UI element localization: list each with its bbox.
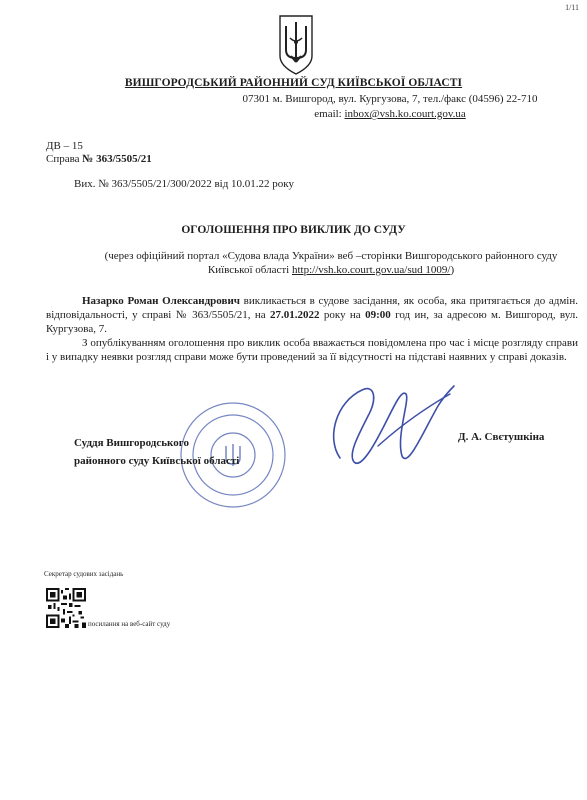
summons-text-b: року на [319,309,366,321]
email-label: email: [314,108,342,120]
trident-emblem-icon [276,12,316,76]
paragraph-summons [46,294,578,336]
paragraph-consequences: З опублікуванням оголошення про виклик особа вважається повідомлена про час і місце розгляду справи і у випадку неявки розгляд справи може бути проведений за її відсутності на підставі наявних у справі доказів. [46,337,578,363]
judge-title [74,434,239,470]
notice-body [46,294,578,364]
person-name: Назарко Роман Олександрович [82,295,241,307]
judge-title-line1: Суддя Вишгородського [74,437,189,449]
page-number: 1/11 [565,3,579,12]
secretary-label: Секретар судових засідань [44,570,124,578]
outgoing-number: Вих. № 363/5505/21/300/2022 від 10.01.22 року [74,178,294,190]
court-address: 07301 м. Вишгород, вул. Кургузова, 7, тел./факс (04596) 22-710 [242,93,538,105]
document-code: ДВ – 15 [46,140,83,152]
portal-note [86,249,576,277]
portal-text: (через офіційний портал «Судова влада України» веб –сторінки Вишгородського районного суду Київської області [104,250,558,276]
judge-title-line2: районного суду Київської області [74,455,240,467]
portal-url-link[interactable]: http://vsh.ko.court.gov.ua/sud 1009/ [291,264,451,276]
hearing-time: 09:00 [365,309,391,321]
hearing-date: 27.01.2022 [270,309,320,321]
qr-code-icon[interactable] [46,588,86,628]
summons-text-c: год ин, за адресою м. Вишгород, вул. Кургузова, 7. [46,309,578,335]
court-name: ВИШГОРОДСЬКИЙ РАЙОННИЙ СУД КИЇВСЬКОЇ ОБЛАСТІ [124,77,463,89]
email-link[interactable]: inbox@vsh.ko.court.gov.ua [344,108,466,120]
judge-name: Д. А. Свєтушкіна [458,431,545,443]
qr-caption: посилання на веб-сайт суду [88,620,171,628]
court-email-line [220,108,560,120]
summons-text-a: викликається в судове засідання, як особа, яка притягається до адмін. відповідальності, у справі № 363/5505/21, на [46,295,579,321]
portal-close: ) [450,264,455,276]
document-title: ОГОЛОШЕННЯ ПРО ВИКЛИК ДО СУДУ [181,224,406,236]
handwritten-signature-icon [318,376,458,486]
case-label: Справа [46,153,80,165]
case-number: № 363/5505/21 [82,153,152,165]
case-line [46,153,152,165]
